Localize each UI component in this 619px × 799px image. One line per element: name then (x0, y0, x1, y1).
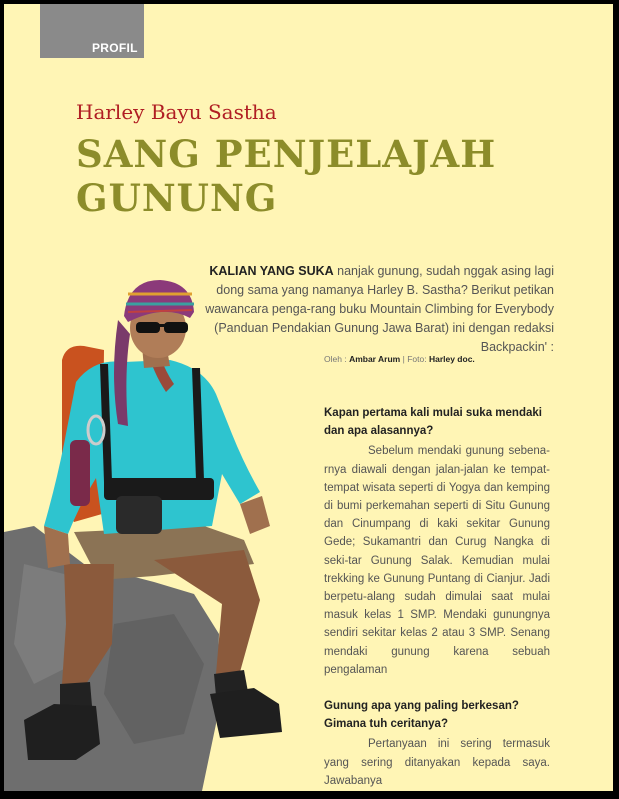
byline-oleh-label: Oleh : (324, 354, 347, 364)
intro-text: nanjak gunung, sudah nggak asing lagi dong sama yang namanya Harley B. Sastha? Berikut petikan wawancara penga-rang buku Mountain Climbing for Everybody (Panduan Pendakian Gunung Jawa Barat) ini dengan redaksi Backpackin' : (205, 264, 554, 354)
question-1: Kapan pertama kali mulai suka mendaki dan apa alasannya? (324, 407, 542, 438)
byline-author: Ambar Arum (349, 354, 401, 364)
magazine-page (4, 4, 613, 791)
answer-1: Sebelum mendaki gunung sebena-rnya diawali dengan jalan-jalan ke tempat-tempat wisata seperti di Yogya dan kemping di bumi perkemahan seperti di Situ Gunung dan Cinumpang di kaki sekitar Gunung Gede; Sukamantri dan Curug Nangka di seki-tar Gunung Salak. Kemudian mulai trekking ke Gunung Puntang di Cianjur. Jadi berpetu-alang sudah dimulai saat mulai masuk kelas 1 SMP. Mendaki gunungnya sendiri sekitar kelas 2 atau 3 SMP. Senang mendaki gunung karena sebuah pengalaman (324, 445, 550, 676)
hiker-photo (4, 264, 324, 791)
answer-2: Pertanyaan ini sering termasuk yang sering ditanyakan kepada saya. Jawabanya (324, 738, 550, 787)
intro-lead: KALIAN YANG SUKA (209, 264, 334, 278)
subject-name: Harley Bayu Sastha (76, 100, 277, 124)
interview-column (324, 404, 550, 791)
headline-line-2: GUNUNG (76, 176, 278, 220)
question-2: Gunung apa yang paling berkesan? Gimana tuh ceritanya? (324, 700, 519, 731)
byline-photographer: Harley doc. (428, 354, 475, 364)
section-label: PROFIL (92, 41, 138, 55)
headline (76, 132, 496, 220)
byline (324, 354, 475, 364)
byline-separator: | (402, 354, 405, 364)
byline-foto-label: Foto: (407, 354, 427, 364)
headline-line-1: SANG PENJELAJAH (76, 132, 497, 176)
section-tab (40, 4, 144, 58)
